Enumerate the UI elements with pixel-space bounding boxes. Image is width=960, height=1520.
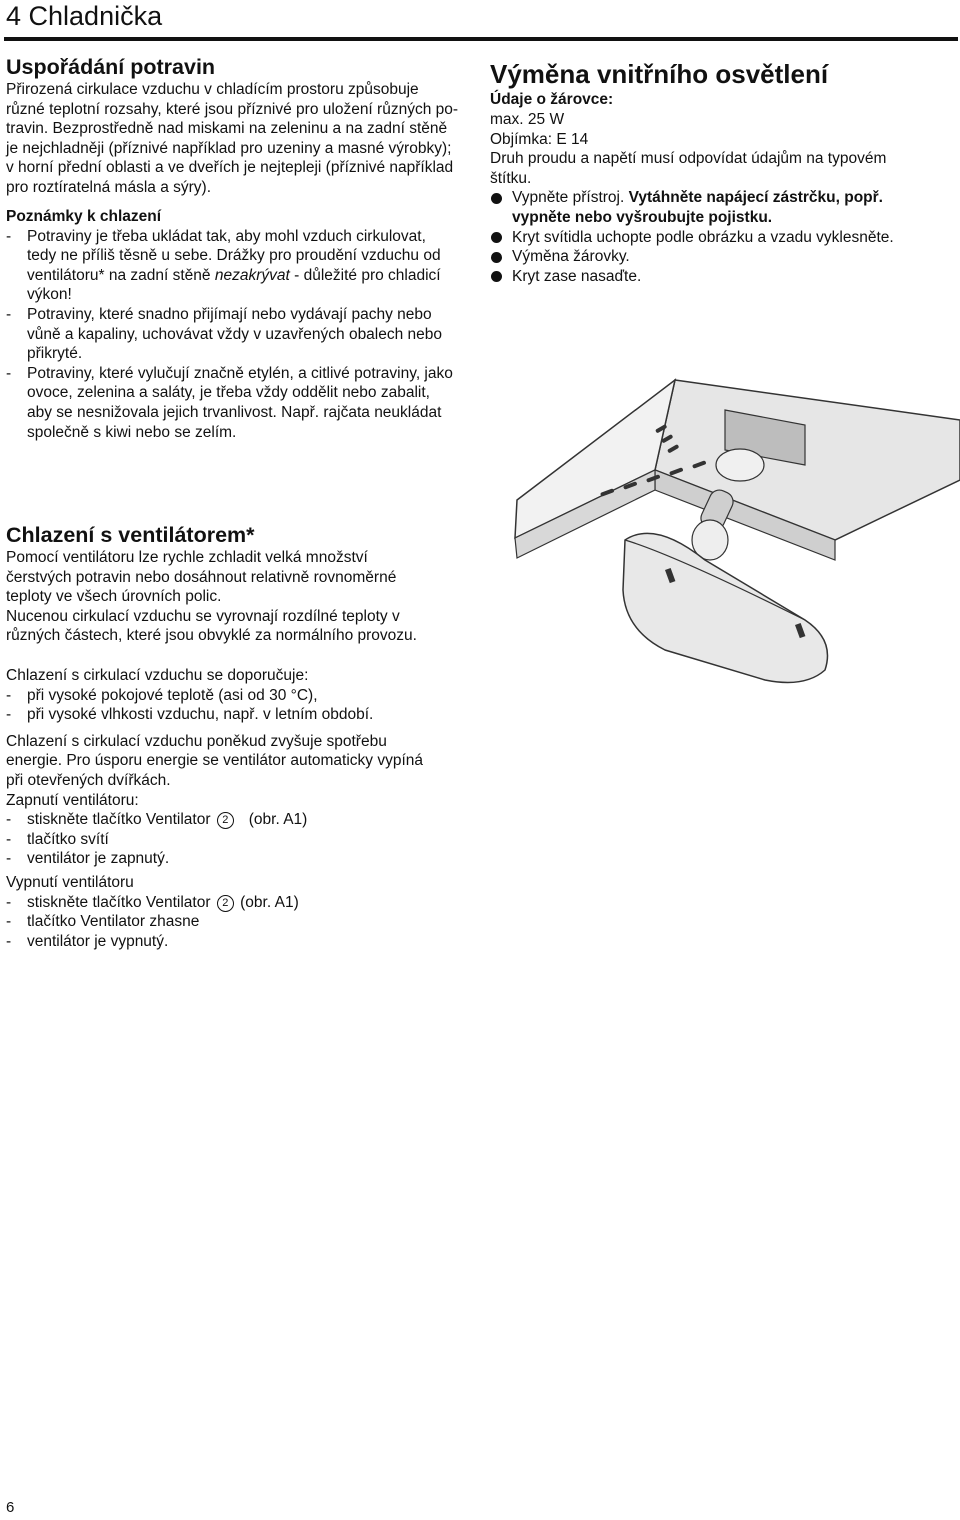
lighting-step (490, 188, 956, 227)
storage-line: různé teplotní rozsahy, které jsou příznivé pro uložení různých po- (6, 100, 459, 118)
lighting-heading: Výměna vnitřního osvětlení (490, 59, 829, 89)
note-line (27, 266, 476, 286)
note-emphasis: nezakrývat (214, 266, 290, 284)
note-text: - důležité pro chladicí (289, 266, 441, 284)
step-text: stiskněte tlačítko Ventilator (27, 893, 211, 911)
dash-marker: - (6, 850, 12, 868)
step-text: tlačítko Ventilator zhasne (27, 913, 200, 931)
dash-marker: - (6, 305, 12, 323)
lighting-section (490, 58, 956, 286)
bullet-dot-icon (491, 252, 502, 263)
figure-ref: (obr. A1) (248, 811, 308, 829)
fan-line: různých částech, které jsou obvyklé za normálního provozu. (6, 627, 417, 645)
fan-on-heading: Zapnutí ventilátoru: (6, 791, 139, 809)
note-item (6, 227, 476, 305)
lighting-step (490, 247, 956, 267)
fan-off-heading: Vypnutí ventilátoru (6, 873, 134, 891)
dash-marker: - (6, 706, 12, 724)
fan-line: Nucenou cirkulací vzduchu se vyrovnají rozdílné teploty v (6, 607, 400, 625)
figure-ref: (obr. A1) (240, 893, 299, 911)
fan-on-steps (6, 810, 486, 869)
storage-line: je nejchladněji (příznivé například pro uzeniny a masné výrobky); (6, 139, 452, 157)
note-line: Potraviny je třeba ukládat tak, aby mohl vzduch cirkulovat, (27, 227, 426, 245)
ventilator-button-number: 2 (217, 812, 234, 829)
lamp-cover (623, 533, 828, 682)
bulb-line: Objímka: E 14 (490, 130, 589, 148)
note-line: přikryté. (27, 345, 83, 363)
lighting-step (490, 228, 956, 248)
storage-heading: Uspořádání potravin (6, 55, 216, 79)
dash-marker: - (6, 893, 12, 911)
fan-on-step (6, 830, 486, 850)
step-text: ventilátor je vypnutý. (27, 932, 169, 950)
bulb-line: max. 25 W (490, 111, 565, 128)
bullet-dot-icon (491, 271, 502, 282)
fan-off-steps (6, 893, 486, 952)
storage-line: v horní přední oblasti a ve dveřích je nejtepleji (příznivé například (6, 159, 454, 177)
note-line: Potraviny, které snadno přijímají nebo vydávají pachy nebo (27, 305, 432, 323)
fan-line: teploty ve všech úrovních polic. (6, 588, 222, 606)
storage-line: travin. Bezprostředně nad miskami na zeleninu a na zadní stěně (6, 120, 448, 138)
fan-on-step (6, 849, 486, 869)
storage-line: Přirozená cirkulace vzduchu v chladícím prostoru způsobuje (6, 81, 419, 98)
title-rule (4, 37, 958, 41)
bulb-line: štítku. (490, 169, 532, 187)
step-text: tlačítko svítí (27, 830, 109, 848)
notes-list (6, 227, 476, 443)
dash-marker: - (6, 227, 12, 245)
lighting-steps (490, 188, 956, 286)
fan-off-step (6, 912, 486, 932)
lamp-cover-illustration (505, 370, 960, 690)
step-text: Vypněte přístroj. (512, 189, 629, 207)
page-title: 4 Chladnička (6, 1, 163, 31)
notes-heading: Poznámky k chlazení (6, 207, 162, 225)
lighting-step (490, 267, 956, 287)
energy-line: při otevřených dvířkách. (6, 771, 171, 789)
note-line: vůně a kapaliny, uchovávat vždy v uzavřených obalech nebo (27, 325, 443, 343)
step-text: ventilátor je zapnutý. (27, 850, 170, 868)
note-line: aby se nesnižovala jejich trvanlivost. Např. rajčata neukládat (27, 403, 442, 421)
dash-marker: - (6, 830, 12, 848)
step-text: Kryt zase nasaďte. (512, 267, 642, 285)
page-number: 6 (6, 1499, 15, 1516)
note-item (6, 364, 476, 442)
dash-marker: - (6, 811, 12, 829)
fan-on-step (6, 810, 486, 830)
recommend-text: při vysoké vlhkosti vzduchu, např. v letním období. (27, 706, 374, 724)
note-line: Potraviny, které vylučují značně etylén, a citlivé potraviny, jako (27, 364, 453, 382)
dash-marker: - (6, 686, 12, 704)
step-text: stiskněte tlačítko Ventilator (27, 811, 211, 829)
recommend-item (6, 686, 486, 706)
warning-text: vypněte nebo vyšroubujte pojistku. (512, 208, 773, 226)
fan-section (6, 522, 486, 951)
dash-marker: - (6, 932, 12, 950)
bullet-dot-icon (491, 193, 502, 204)
bulb-line: Druh proudu a napětí musí odpovídat údajům na typovém (490, 150, 887, 168)
dash-marker: - (6, 364, 12, 382)
ventilator-button-number: 2 (217, 895, 234, 912)
recommend-list (6, 686, 486, 725)
step-text: Výměna žárovky. (512, 248, 630, 266)
storage-line: pro roztíratelná másla a sýry). (6, 178, 212, 196)
note-line: výkon! (27, 286, 72, 304)
note-line: tedy ne příliš těsně u sebe. Drážky pro proudění vzduchu od (27, 247, 441, 265)
recommend-item (6, 705, 486, 725)
warning-text: Vytáhněte napájecí zástrčku, popř. (628, 189, 883, 207)
note-item (6, 305, 476, 364)
energy-line: Chlazení s cirkulací vzduchu poněkud zvyšuje spotřebu (6, 732, 387, 750)
energy-line: energie. Pro úsporu energie se ventilátor automaticky vypíná (6, 752, 424, 770)
note-text: ventilátoru* na zadní stěně (27, 266, 215, 284)
fan-line: čerstvých potravin nebo dosáhnout relativně rovnoměrné (6, 568, 397, 586)
fan-off-step (6, 893, 486, 913)
fan-heading: Chlazení s ventilátorem* (6, 523, 255, 547)
note-line: ovoce, zelenina a saláty, je třeba vždy oddělit nebo zabalit, (27, 384, 430, 402)
bulb-heading: Údaje o žárovce: (490, 91, 614, 108)
fan-off-step (6, 932, 486, 952)
recommend-text: při vysoké pokojové teplotě (asi od 30 °C), (27, 686, 318, 704)
fan-line: Pomocí ventilátoru lze rychle zchladit velká množství (6, 549, 368, 566)
recommend-intro: Chlazení s cirkulací vzduchu se doporučuje: (6, 666, 309, 684)
bullet-dot-icon (491, 232, 502, 243)
socket-ring (716, 449, 764, 481)
note-line: společně s kiwi nebo se zelím. (27, 423, 237, 441)
dash-marker: - (6, 913, 12, 931)
step-text: Kryt svítidla uchopte podle obrázku a vzadu vyklesněte. (512, 228, 894, 246)
storage-section (6, 54, 476, 442)
